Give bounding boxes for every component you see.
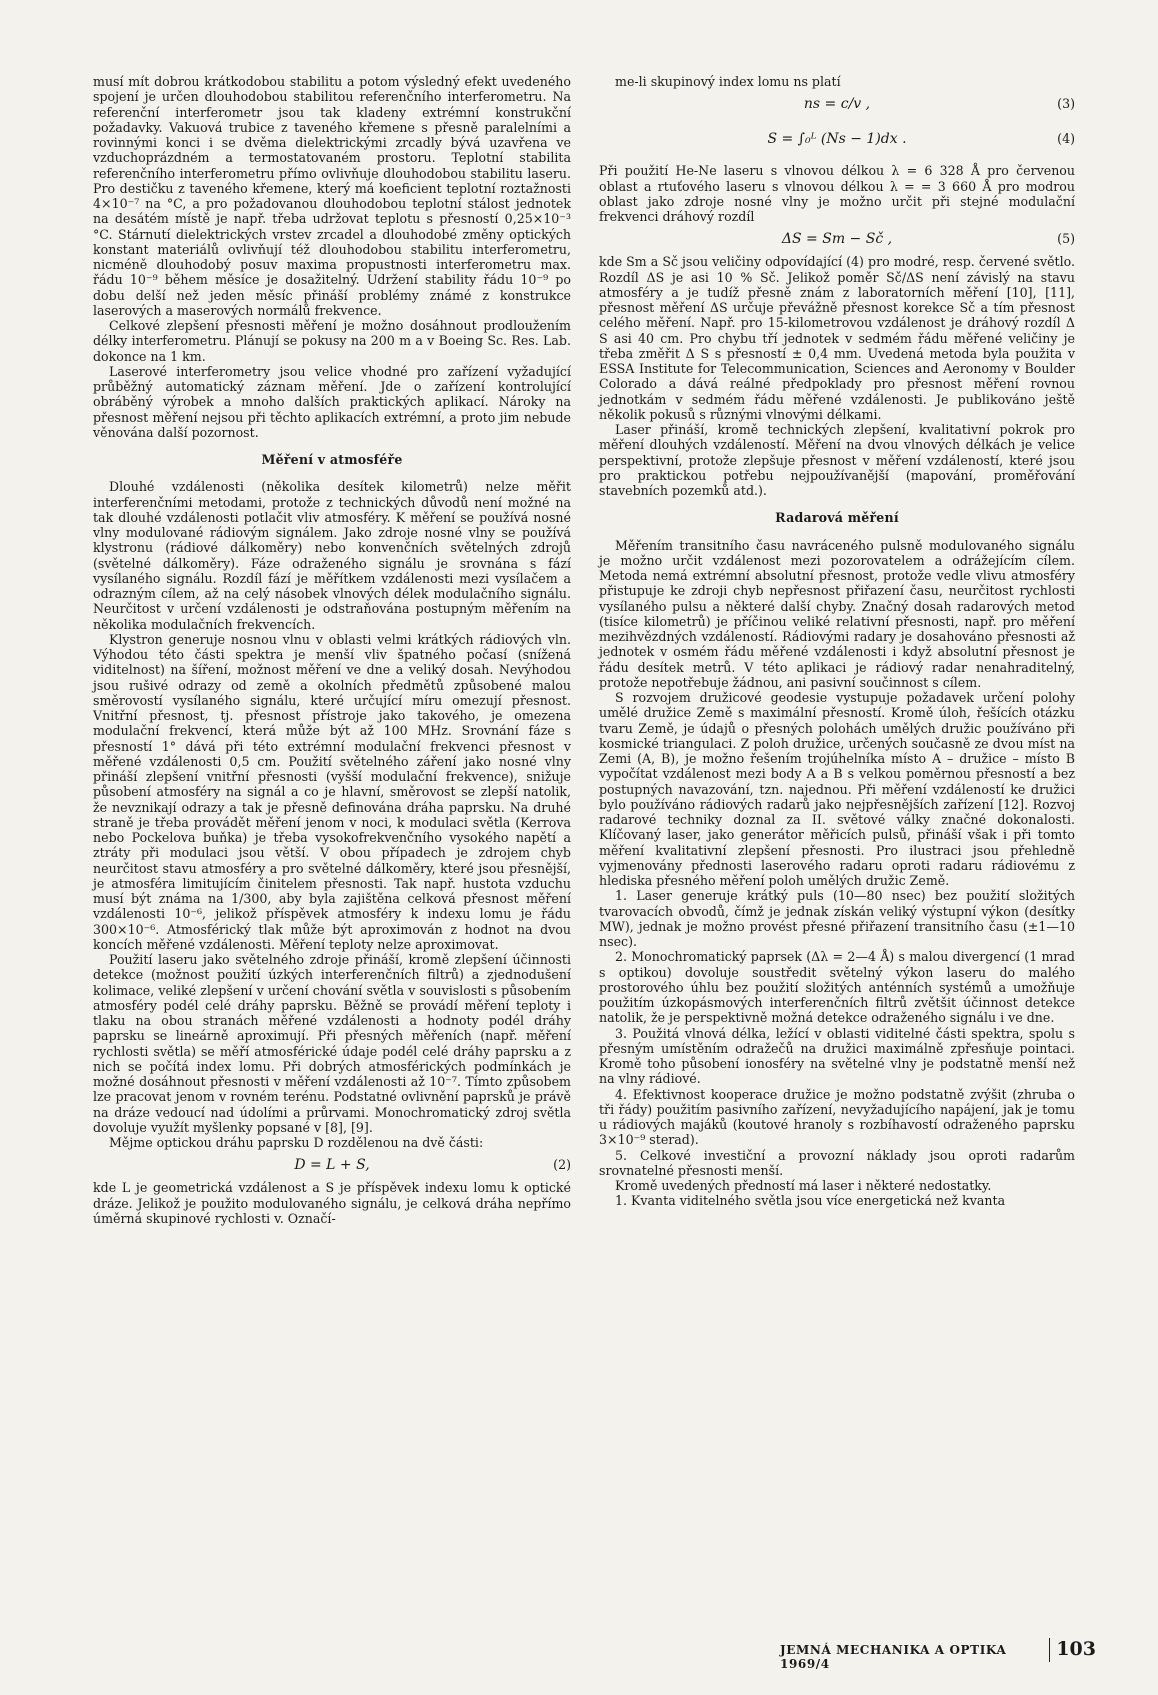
paragraph: kde L je geometrická vzdálenost a S je příspěvek indexu lomu k optické dráze. Jelikož je použito modulovaného signálu, je celková dráha nepřímo úměrná skupinové rychlosti v. Označí- xyxy=(93,1180,571,1226)
paragraph: Laserové interferometry jsou velice vhodné pro zařízení vyžadující průběžný automatický záznam měření. Jde o zařízení kontrolující obráběný výrobek a mnoho dalších praktických aplikací. Nároky na přesnost měření nejsou při těchto aplikacích extrémní, a proto jim nebude věnována další pozornost. xyxy=(93,363,571,440)
paragraph: kde Sm a Sč jsou veličiny odpovídající (4) pro modré, resp. červené světlo. Rozdíl ΔS je asi 10 % Sč. Jelikož poměr Sč/ΔS není závislý na stavu atmosféry a je tudíž přesně znám z laboratorních měření [10], [11], přesnost měření ΔS určuje převážně přesnost korekce Sč a tím přesnost celého měření. Např. pro 15-kilometrovou vzdálenost je dráhový rozdíl Δ S asi 40 cm. Pro chybu tří jednotek v sedmém řádu měřené veličiny je třeba změřit Δ S s přesností ± 0,4 mm. Uvedená metoda byla použita v ESSA Institute for Telecommunication, Sciences and Aeronomy v Boulder Colorado a dává reálné předpoklady pro přesnost měření rovnou jednotkám v sedmém řádu měřené vzdálenosti. Je publikováno ještě několik pokusů s různými vlnovými délkami. xyxy=(599,254,1075,422)
paragraph: musí mít dobrou krátkodobou stabilitu a potom výsledný efekt uvedeného spojení je určen dlouhodobou stabilitou referenčního interferometru. Na referenční interferometr jsou tak kladeny extrémní konstrukční požadavky. Vakuová trubice z taveného křemene s přesně paralelními a rovinnými konci i se dvěma dielektrickými zrcadly bývá uzavřena ve vzduchoprázdném a termostatovaném prostoru. Teplotní stabilita referenčního interferometru přímo ovlivňuje dlouhodobou stabilitu laseru. Pro destičku z taveného křemene, který má koeficient teplotní roztažnosti 4×10⁻⁷ na °C, a pro požadovanou dlouhodobou teplotní stálost jednotek na desátém místě je např. třeba udržovat teplotu s přesností 0,25×10⁻³ °C. Stárnutí dielektrických vrstev zrcadel a dlouhodobé změny optických konstant materiálů ovlivňují též dlouhodobou stabilitu interferometru, nicméně dlouhodobý posuv maxima propustnosti interferometru max. řádu 10⁻⁹ během měsíce je dosažitelný. Udržení stability řádu 10⁻⁹ po dobu delší než jeden měsíc přináší problémy známé z konstrukce laserových a maserových normálů frekvence. xyxy=(93,74,571,318)
paragraph: Celkové zlepšení přesnosti měření je možno dosáhnout prodloužením délky interferometru. Plánují se pokusy na 200 m a v Boeing Sc. Res. Lab. dokonce na 1 km. xyxy=(93,318,571,364)
left-column xyxy=(93,74,571,1226)
list-item: 3. Použitá vlnová délka, ležící v oblasti viditelné části spektra, spolu s přesným umístěním odražečů na družici maximálně zpřesňuje pointaci. Kromě toho působení ionosféry na světelné vlny je podstatně menší než na vlny rádiové. xyxy=(599,1025,1075,1087)
equation-body: ΔS = Sm − Sč , xyxy=(781,231,893,248)
equation-body: ns = c/v , xyxy=(803,96,871,113)
equation-number: (3) xyxy=(1057,96,1075,112)
paragraph: Laser přináší, kromě technických zlepšení, kvalitativní pokrok pro měření dlouhých vzdáleností. Měření na dvou vlnových délkách je velice perspektivní, protože zlepšuje přesnost v měření vzdáleností, které jsou pro praktickou potřebu nejpoužívanější (mapování, proměřování stavebních pozemků atd.). xyxy=(599,422,1075,498)
equation-number: (5) xyxy=(1057,231,1075,247)
paragraph: Kromě uvedených předností má laser i některé nedostatky. xyxy=(615,1178,992,1193)
paragraph: Mějme optickou dráhu paprsku D rozdělenou na dvě části: xyxy=(109,1135,484,1150)
page-footer xyxy=(780,1638,1100,1671)
list-item: 1. Kvanta viditelného světla jsou více energetická než kvanta xyxy=(615,1193,1006,1209)
equation-number: (4) xyxy=(1057,131,1075,147)
equation-5 xyxy=(599,228,1075,250)
list-item: 5. Celkové investiční a provozní náklady jsou oproti radarům srovnatelné přesnosti menší. xyxy=(599,1147,1075,1178)
paragraph: Klystron generuje nosnou vlnu v oblasti velmi krátkých rádiových vln. Výhodou této části spektra je menší vliv špatného počasí (snížená viditelnost) na šíření, možnost měření ve dne a veliký dosah. Nevýhodou jsou rušivé odrazy od země a okolních předmětů způsobené malou směrovostí vysílaného signálu, které určující míru omezují přesnost. Vnitřní přesnost, tj. přesnost přístroje jako takového, je omezena modulační frekvencí, která může být až 100 MHz. Srovnání fáze s přesností 1° dává při této extrémní modulační frekvenci přesnost v měřené vzdálenosti 0,5 cm. Použití světelného záření jako nosné vlny přináší zlepšení vnitřní přesnosti (vyšší modulační frekvence), snižuje působení atmosféry na signál a co je hlavní, směrovost se zlepší natolik, že nevznikají odrazy a tak je přesně definována dráha paprsku. Na druhé straně je třeba provádět měření jenom v noci, k modulaci světla (Kerrova nebo Pockelova buňka) je třeba vysokofrekvenčního vysokého napětí a ztráty při modulaci jsou větší. V obou případech je zdrojem chyb neurčitost stavu atmosféry a pro světelné dálkoměry, které jsou přesnější, je atmosféra limitujícím činitelem přesnosti. Tak např. hustota vzduchu musí být známa na 1/300, aby byla zajištěna celková přesnost měření vzdálenosti 10⁻⁶, jelikož příspěvek atmosféry k indexu lomu je řádu 300×10⁻⁶. Atmosférický tlak může být aproximován z hodnot na dvou koncích měřené vzdálenosti. Měření teploty nelze aproximovat. xyxy=(93,631,571,952)
list-item: 1. Laser generuje krátký puls (10—80 nsec) bez použití složitých tvarovacích obvodů, čímž je jednak získán veliký výstupní výkon (desítky MW), jednak je možno provést přesné přiřazení transitního času (±1—10 nsec). xyxy=(599,888,1075,949)
equation-number: (2) xyxy=(553,1157,571,1173)
paragraph: me-li skupinový index lomu ns platí xyxy=(615,74,841,89)
right-column xyxy=(599,74,1075,1209)
equation-3 xyxy=(599,93,1075,115)
page-number: 103 xyxy=(1056,1638,1096,1660)
list-item: 2. Monochromatický paprsek (Δλ = 2—4 Å) s malou divergencí (1 mrad s optikou) dovoluje soustředit světelný výkon laseru do malého prostorového úhlu bez použití složitých anténních systémů a umožňuje použitím úzkopásmových interferenčních filtrů zvětšit účinnost detekce natolik, že je perspektivně možná detekce odraženého signálu i ve dne. xyxy=(599,949,1075,1026)
paragraph: S rozvojem družicové geodesie vystupuje požadavek určení polohy umělé družice Země s maximální přesností. Kromě úloh, řešících otázku tvaru Země, je údajů o přesných polohách umělých družic používáno při kosmické triangulaci. Z poloh družice, určených současně ze dvou míst na Zemi (A, B), je možno řešením trojúhelníka místo A – družice – místo B vypočítat vzdálenost mezi body A a B s velkou poměrnou přesností a bez postupných navazování, tzn. najednou. Při měření vzdáleností ke družici bylo používáno rádiových radarů jako nejpřesnějších zařízení [12]. Rozvoj radarové techniky doznal za II. světové války značné dokonalosti. Klíčovaný laser, jako generátor měřicích pulsů, přináší však i při tomto měření kvalitativní zlepšení přesnosti. Pro ilustraci jsou přehledně vyjmenovány přednosti laserového radaru oproti radaru rádiovému z hlediska přesného měření poloh umělých družic Země. xyxy=(599,690,1075,888)
equation-2 xyxy=(93,1154,571,1176)
list-item: 4. Efektivnost kooperace družice je možno podstatně zvýšit (zhruba o tři řády) použitím pasivního zařízení, nevyžadujícího napájení, jak je tomu u rádiových majáků (koutové hranoly s rozbíhavostí odraženého paprsku 3×10⁻⁹ sterad). xyxy=(599,1086,1075,1148)
paragraph: Měřením transitního času navráceného pulsně modulovaného signálu je možno určit vzdálenost mezi pozorovatelem a odrážejícím cílem. Metoda nemá extrémní absolutní přesnost, protože vedle vlivu atmosféry přistupuje ke zdroji chyb nepřesnost přiřazení času, neurčitost rychlosti vysílaného pulsu a některé další chyby. Značný dosah radarových metod (tisíce kilometrů) je příčinou veliké relativní přesnosti, např. pro měření mezihvězdných vzdáleností. Rádiovými radary je dosahováno přesnosti až jednotek v osmém řádu měřené vzdálenosti i když absolutní přesnost je řádu desítek metrů. V této aplikaci je rádiový radar nenahraditelný, protože nepotřebuje žádnou, ani pasivní součinnost s cílem. xyxy=(599,537,1075,690)
equation-body: S = ∫₀ᴸ (Ns − 1)dx . xyxy=(767,131,907,148)
section-heading: Měření v atmosféře xyxy=(261,452,403,467)
footer-divider xyxy=(1049,1638,1051,1662)
equation-body: D = L + S, xyxy=(294,1157,370,1174)
paragraph: Dlouhé vzdálenosti (několika desítek kilometrů) nelze měřit interferenčními metodami, protože z technických důvodů není možné na tak dlouhé vzdálenosti potlačit vliv atmosféry. K měření se používá nosné vlny modulované rádiovým signálem. Jako zdroje nosné vlny se používá klystronu (rádiové dálkoměry) nebo konvenčních světelných zdrojů (světelné dálkoměry). Fáze odraženého signálu je srovnána s fází vysílaného signálu. Rozdíl fází je měřítkem vzdálenosti mezi vysílačem a odrazným cílem, až na celý násobek vlnových délek modulačního signálu. Neurčitost v určení vzdálenosti je odstraňována postupným měřením na několika modulačních frekvencích. xyxy=(93,479,571,632)
journal-name: JEMNÁ MECHANIKA A OPTIKA 1969/4 xyxy=(780,1643,1007,1671)
section-heading: Radarová měření xyxy=(775,510,899,526)
paragraph: Použití laseru jako světelného zdroje přináší, kromě zlepšení účinnosti detekce (možnost použití úzkých interferenčních filtrů) a zjednodušení kolimace, veliké zlepšení v určení chování světla v souvislosti s působením atmosféry podél celé dráhy paprsku. Běžně se provádí měření teploty i tlaku na obou stranách měřené vzdálenosti a hodnoty podél dráhy paprsku se lineárně aproximují. Při přesných měřeních (např. měření rychlosti světla) se měří atmosférické údaje podél celé dráhy paprsku a z nich se počítá index lomu. Při dobrých atmosférických podmínkách je možné dosáhnout přesnosti v měření vzdálenosti až 10⁻⁷. Tímto způsobem lze pracovat jenom v rovném terénu. Podstatné ovlivnění paprsků je právě na dráze vedoucí nad údolími a průrvami. Monochromatický zdroj světla dovoluje využít myšlenky popsané v [8], [9]. xyxy=(93,952,571,1135)
equation-4 xyxy=(599,119,1075,159)
paragraph: Při použití He-Ne laseru s vlnovou délkou λ = 6 328 Å pro červenou oblast a rtuťového laseru s vlnovou délkou λ = = 3 660 Å pro modrou oblast jako zdroje nosné vlny je možno určit při stejné modulační frekvenci dráhový rozdíl xyxy=(599,163,1075,224)
